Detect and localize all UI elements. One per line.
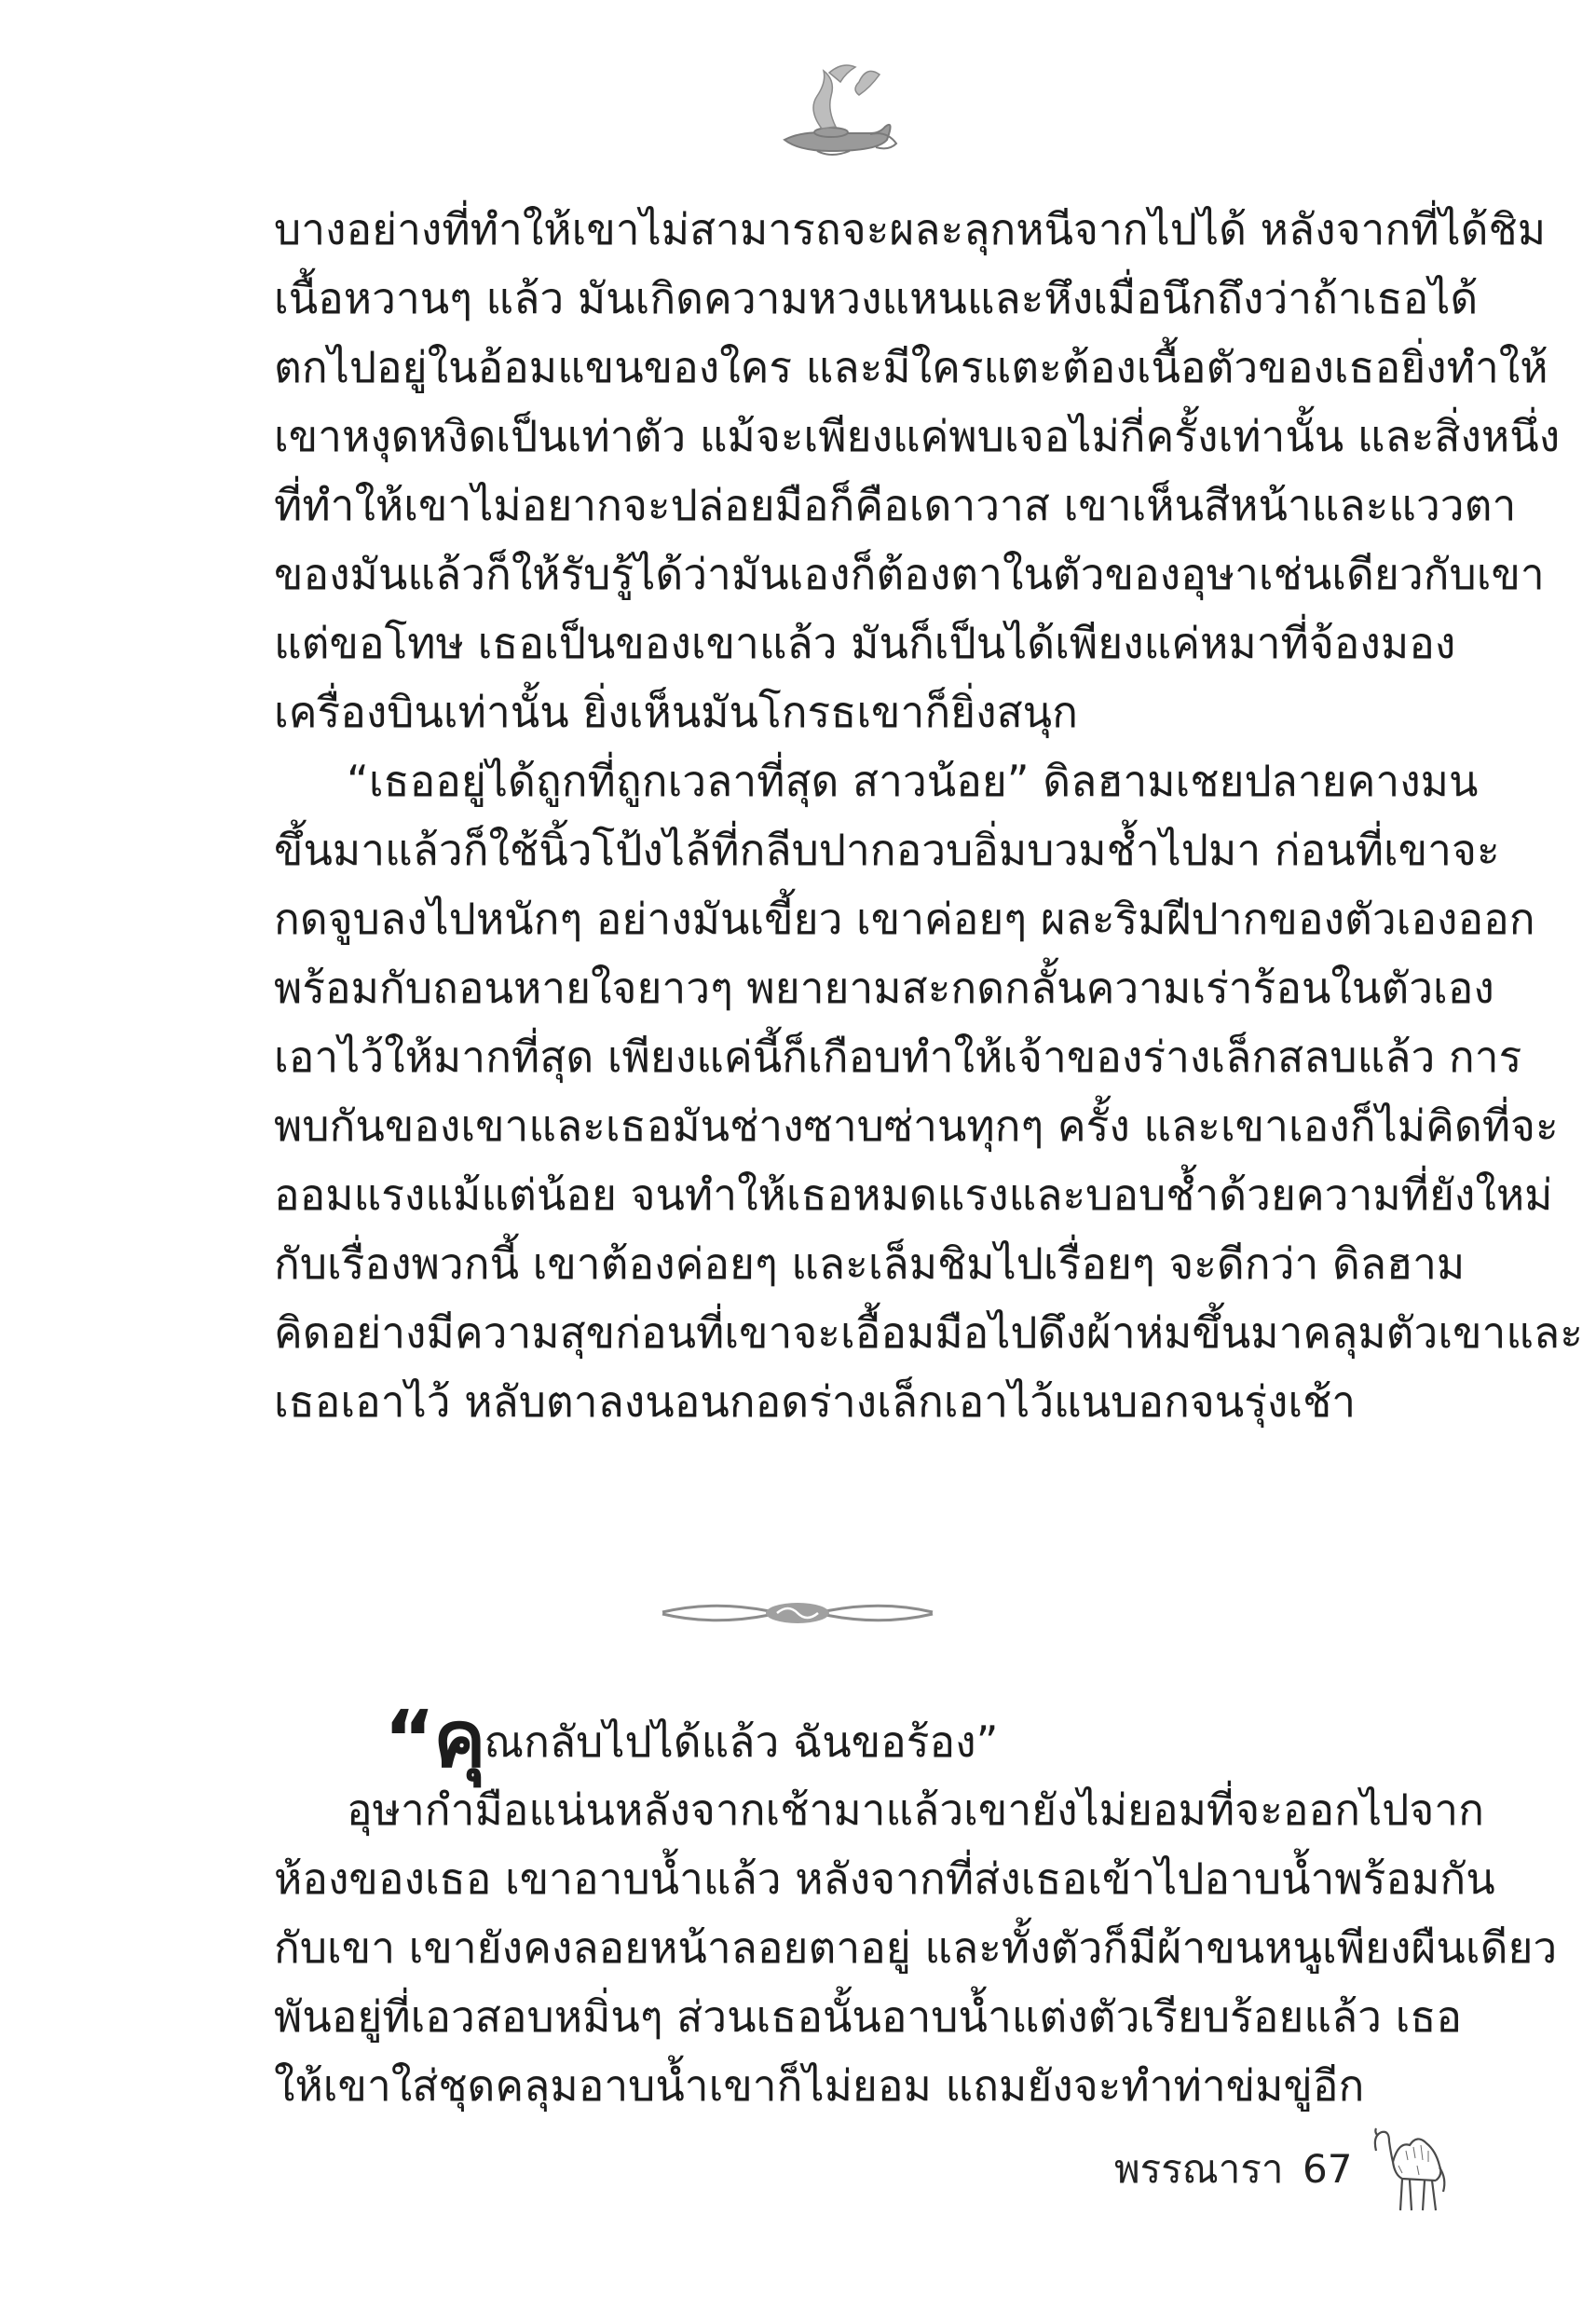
genie-lamp-icon	[766, 54, 906, 166]
text-line: ห้องของเธอ เขาอาบน้ำแล้ว หลังจากที่ส่งเธอเข้าไปอาบน้ำพร้อมกัน	[274, 1853, 1495, 1904]
ornament-divider	[658, 1589, 937, 1635]
text-line: ขึ้นมาแล้วก็ใช้นิ้วโป้งไล้ที่กลีบปากอวบอิ่มบวมช้ำไปมา ก่อนที่เขาจะ	[274, 825, 1500, 875]
page-number: 67	[1303, 2146, 1353, 2192]
text-line: อุษากำมือแน่นหลังจากเช้ามาแล้วเขายังไม่ยอมที่จะออกไปจาก	[347, 1785, 1484, 1835]
text-line: กดจูบลงไปหนักๆ อย่างมันเขี้ยว เขาค่อยๆ ผละริมฝีปากของตัวเองออก	[274, 894, 1535, 944]
camel-icon	[1365, 2113, 1453, 2216]
text-line: คิดอย่างมีความสุขก่อนที่เขาจะเอื้อมมือไปดึงผ้าห่มขึ้นมาคลุมตัวเขาและ	[274, 1307, 1583, 1358]
text-line: เครื่องบินเท่านั้น ยิ่งเห็นมันโกรธเขาก็ยิ่งสนุก	[274, 687, 1078, 737]
text-line: เธอเอาไว้ หลับตาลงนอนกอดร่างเล็กเอาไว้แนบอกจนรุ่งเช้า	[274, 1376, 1357, 1427]
text-line: ให้เขาใส่ชุดคลุมอาบน้ำเขาก็ไม่ยอม แถมยังจะทำท่าข่มขู่อีก	[274, 2060, 1365, 2111]
text-line: เนื้อหวานๆ แล้ว มันเกิดความหวงแหนและหึงเมื่อนึกถึงว่าถ้าเธอได้	[274, 273, 1479, 323]
text-line: พร้อมกับถอนหายใจยาวๆ พยายามสะกดกลั้นความเร่าร้อนในตัวเอง	[274, 963, 1494, 1013]
text-line: เขาหงุดหงิดเป็นเท่าตัว แม้จะเพียงแค่พบเจอไม่กี่ครั้งเท่านั้น และสิ่งหนึ่ง	[274, 411, 1561, 461]
footer-author: พรรณารา	[1114, 2146, 1284, 2192]
text-line: แต่ขอโทษ เธอเป็นของเขาแล้ว มันก็เป็นได้เพียงแค่หมาที่จ้องมอง	[274, 618, 1456, 668]
text-line: กับเรื่องพวกนี้ เขาต้องค่อยๆ และเล็มชิมไปเรื่อยๆ จะดีกว่า ดิลฮาม	[274, 1238, 1466, 1289]
text-line: เอาไว้ให้มากที่สุด เพียงแค่นี้ก็เกือบทำให้เจ้าของร่างเล็กสลบแล้ว การ	[274, 1032, 1522, 1082]
text-line: พันอยู่ที่เอวสอบหมิ่นๆ ส่วนเธอนั้นอาบน้ำแต่งตัวเรียบร้อยแล้ว เธอ	[274, 1991, 1463, 2042]
text-line: พบกันของเขาและเธอมันช่างซาบซ่านทุกๆ ครั้ง และเขาเองก็ไม่คิดที่จะ	[274, 1101, 1559, 1151]
text-line: “เธออยู่ได้ถูกที่ถูกเวลาที่สุด สาวน้อย” ดิลฮามเชยปลายคางมน	[347, 756, 1479, 806]
text-line: ตกไปอยู่ในอ้อมแขนของใคร และมีใครแตะต้องเนื้อตัวของเธอยิ่งทำให้	[274, 342, 1548, 392]
text-line: ออมแรงแม้แต่น้อย จนทำให้เธอหมดแรงและบอบช้ำด้วยความที่ยังใหม่	[274, 1169, 1553, 1220]
text-line: ที่ทำให้เขาไม่อยากจะปล่อยมือก็คือเดาวาส เขาเห็นสีหน้าและแววตา	[274, 480, 1517, 530]
text-line: กับเขา เขายังคงลอยหน้าลอยตาอยู่ และทั้งตัวก็มีผ้าขนหนูเพียงผืนเดียว	[274, 1922, 1558, 1973]
dropcap-rest: ณกลับไปได้แล้ว ฉันขอร้อง”	[484, 1716, 999, 1767]
dropcap-line	[384, 1693, 1453, 1785]
text-line: ของมันแล้วก็ให้รับรู้ได้ว่ามันเองก็ต้องตาในตัวของอุษาเช่นเดียวกับเขา	[274, 549, 1545, 599]
text-line: บางอย่างที่ทำให้เขาไม่สามารถจะผละลุกหนีจากไปได้ หลังจากที่ได้ชิม	[274, 204, 1547, 254]
dropcap: “คุ	[384, 1693, 484, 1785]
